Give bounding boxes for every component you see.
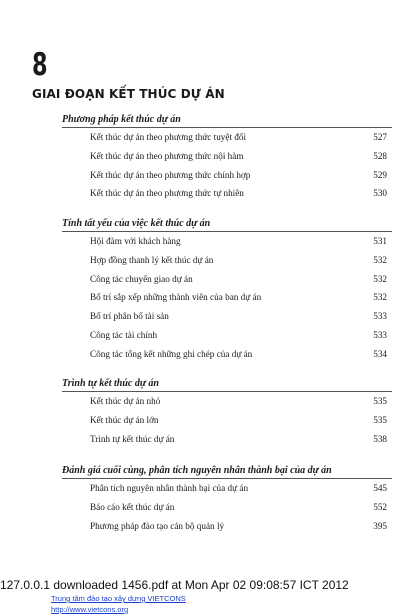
toc-entry-page: 538 xyxy=(373,433,387,444)
toc-entry-title: Kết thúc dự án theo phương thức tự nhiên xyxy=(90,188,244,199)
toc-entry[interactable] xyxy=(90,188,387,202)
section-divider xyxy=(62,127,392,128)
toc-entry[interactable] xyxy=(90,330,387,344)
toc-entry-page: 533 xyxy=(373,330,387,340)
toc-entry[interactable] xyxy=(90,255,387,269)
toc-entry-page: 532 xyxy=(373,273,387,284)
section-divider xyxy=(62,478,392,479)
toc-entry[interactable] xyxy=(90,132,387,146)
toc-entry[interactable] xyxy=(90,292,387,306)
toc-entry-title: Phân tích nguyên nhân thành bại của dự án xyxy=(90,483,249,493)
toc-entry[interactable] xyxy=(90,434,387,448)
toc-entry[interactable] xyxy=(90,151,387,165)
vietcons-name-link[interactable]: Trung tâm đào tạo xây dựng VIETCONS xyxy=(51,594,186,603)
toc-entry-page: 528 xyxy=(373,150,387,161)
toc-entry-page: 552 xyxy=(373,501,387,512)
toc-entry[interactable] xyxy=(90,483,387,497)
toc-entry[interactable] xyxy=(90,396,387,410)
toc-entry-title: Bố trí phân bổ tài sản xyxy=(90,311,169,322)
toc-entry-title: Công tác tổng kết những ghi chép của dự án xyxy=(90,348,253,359)
toc-entry-page: 395 xyxy=(373,520,387,531)
toc-entry-title: Công tác tài chính xyxy=(90,330,158,340)
section-divider xyxy=(62,391,392,392)
toc-entry[interactable] xyxy=(90,521,387,535)
chapter-number: 8 xyxy=(32,47,47,83)
toc-entry-title: Kết thúc dự án theo phương thức nội hàm xyxy=(90,150,244,161)
toc-entry-page: 532 xyxy=(373,292,387,303)
toc-entry-page: 527 xyxy=(373,132,387,142)
download-info: 127.0.0.1 downloaded 1456.pdf at Mon Apr 02 09:08:57 ICT 2012 xyxy=(0,578,349,592)
toc-entry-title: Kết thúc dự án theo phương thức chính hợp xyxy=(90,169,251,180)
toc-entry[interactable] xyxy=(90,415,387,429)
toc-entry-page: 534 xyxy=(373,348,387,359)
toc-entry-title: Hội đàm với khách hàng xyxy=(90,236,181,246)
chapter-title: GIAI ĐOẠN KẾT THÚC DỰ ÁN xyxy=(32,87,225,101)
toc-entry-title: Trình tự kết thúc dự án xyxy=(90,433,175,444)
section-heading: Đánh giá cuối cùng, phân tích nguyên nhân thành bại của dự án xyxy=(62,465,332,476)
toc-entry-title: Kết thúc dự án nhỏ xyxy=(90,396,161,406)
toc-entry-page: 533 xyxy=(373,311,387,322)
toc-entry-title: Kết thúc dự án theo phương thức tuyệt đối xyxy=(90,132,247,142)
toc-entry[interactable] xyxy=(90,311,387,325)
toc-entry-page: 535 xyxy=(373,414,387,425)
section-divider xyxy=(62,231,392,232)
toc-entry[interactable] xyxy=(90,170,387,184)
section-heading: Trình tự kết thúc dự án xyxy=(62,378,159,389)
toc-entry-title: Phương pháp đào tạo cán bộ quản lý xyxy=(90,520,225,531)
toc-entry-page: 531 xyxy=(373,236,387,246)
toc-entry[interactable] xyxy=(90,349,387,363)
toc-entry-page: 529 xyxy=(373,169,387,180)
section-heading: Tính tất yếu của việc kết thúc dự án xyxy=(62,218,211,229)
toc-entry-title: Kết thúc dự án lớn xyxy=(90,414,159,425)
vietcons-url-link[interactable]: http://www.vietcons.org xyxy=(51,605,129,614)
toc-entry-title: Báo cáo kết thúc dự án xyxy=(90,501,175,512)
toc-entry-title: Hợp đồng thanh lý kết thúc dự án xyxy=(90,254,214,265)
toc-entry[interactable] xyxy=(90,236,387,250)
toc-entry[interactable] xyxy=(90,502,387,516)
toc-entry-page: 530 xyxy=(373,188,387,199)
toc-entry-page: 545 xyxy=(373,483,387,493)
toc-entry-page: 532 xyxy=(373,254,387,265)
toc-entry-title: Công tác chuyển giao dự án xyxy=(90,273,193,284)
toc-entry-title: Bố trí sắp xếp những thành viên của ban dự án xyxy=(90,292,262,303)
toc-entry-page: 535 xyxy=(373,396,387,406)
toc-entry[interactable] xyxy=(90,274,387,288)
section-heading: Phương pháp kết thúc dự án xyxy=(62,114,181,125)
